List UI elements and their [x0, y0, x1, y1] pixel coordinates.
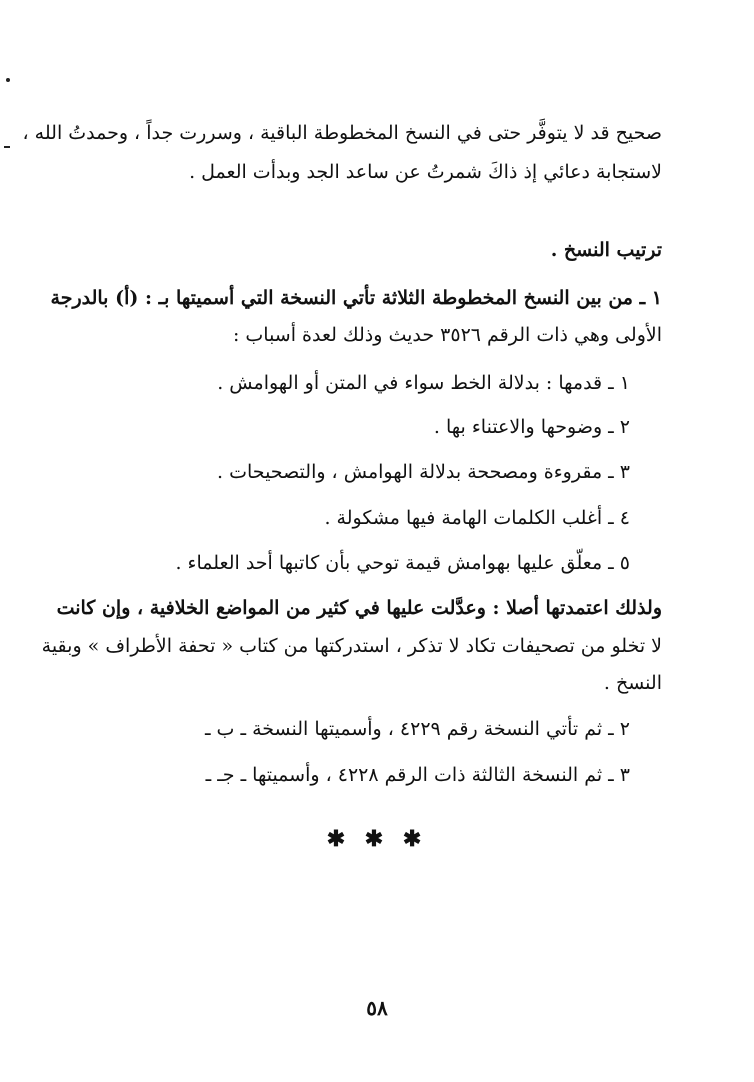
- section-heading: ترتيب النسخ .: [550, 239, 662, 261]
- reason-item: ١ ـ قدمها : بدلالة الخط سواء في المتن أو الهوامش .: [217, 372, 630, 394]
- reason-item: ٤ ـ أغلب الكلمات الهامة فيها مشكولة .: [324, 507, 630, 529]
- item2: ٢ ـ ثم تأتي النسخة رقم ٤٢٢٩ ، وأسميتها النسخة ـ ب ـ: [204, 718, 630, 740]
- paragraph1-line1: صحيح قد لا يتوفَّر حتى في النسخ المخطوطة الباقية ، وسررت جداً ، وحمدتُ الله ،: [22, 122, 662, 144]
- item1-line2: الأولى وهي ذات الرقم ٣٥٢٦ حديث وذلك لعدة أسباب :: [232, 324, 662, 346]
- reason-item: ٥ ـ معلّق عليها بهوامش قيمة توحي بأن كاتبها أحد العلماء .: [175, 552, 630, 574]
- paragraph2-line1: ولذلك اعتمدتها أصلا : وعدَّلت عليها في كثير من المواضع الخلافية ، وإن كانت: [56, 597, 662, 619]
- reason-item: ٢ ـ وضوحها والاعتناء بها .: [433, 416, 630, 438]
- paragraph2-line3: النسخ .: [603, 672, 662, 694]
- section-separator: ✱ ✱ ✱: [326, 826, 428, 852]
- item3: ٣ ـ ثم النسخة الثالثة ذات الرقم ٤٢٢٨ ، وأسميتها ـ جـ ـ: [205, 764, 630, 786]
- paragraph1-line2: لاستجابة دعائي إذ ذاكَ شمرتُ عن ساعد الجد وبدأت العمل .: [189, 161, 662, 183]
- paragraph2-line2: لا تخلو من تصحيفات تكاد لا تذكر ، استدركتها من كتاب « تحفة الأطراف » وبقية: [41, 635, 662, 657]
- margin-mark: [6, 78, 10, 82]
- reason-item: ٣ ـ مقروءة ومصححة بدلالة الهوامش ، والتصحيحات .: [217, 461, 630, 483]
- page-number: ٥٨: [366, 996, 388, 1020]
- item1-line1: ١ ـ من بين النسخ المخطوطة الثلاثة تأتي النسخة التي أسميتها بـ : (أ) بالدرجة: [50, 287, 662, 309]
- margin-mark: [4, 146, 10, 148]
